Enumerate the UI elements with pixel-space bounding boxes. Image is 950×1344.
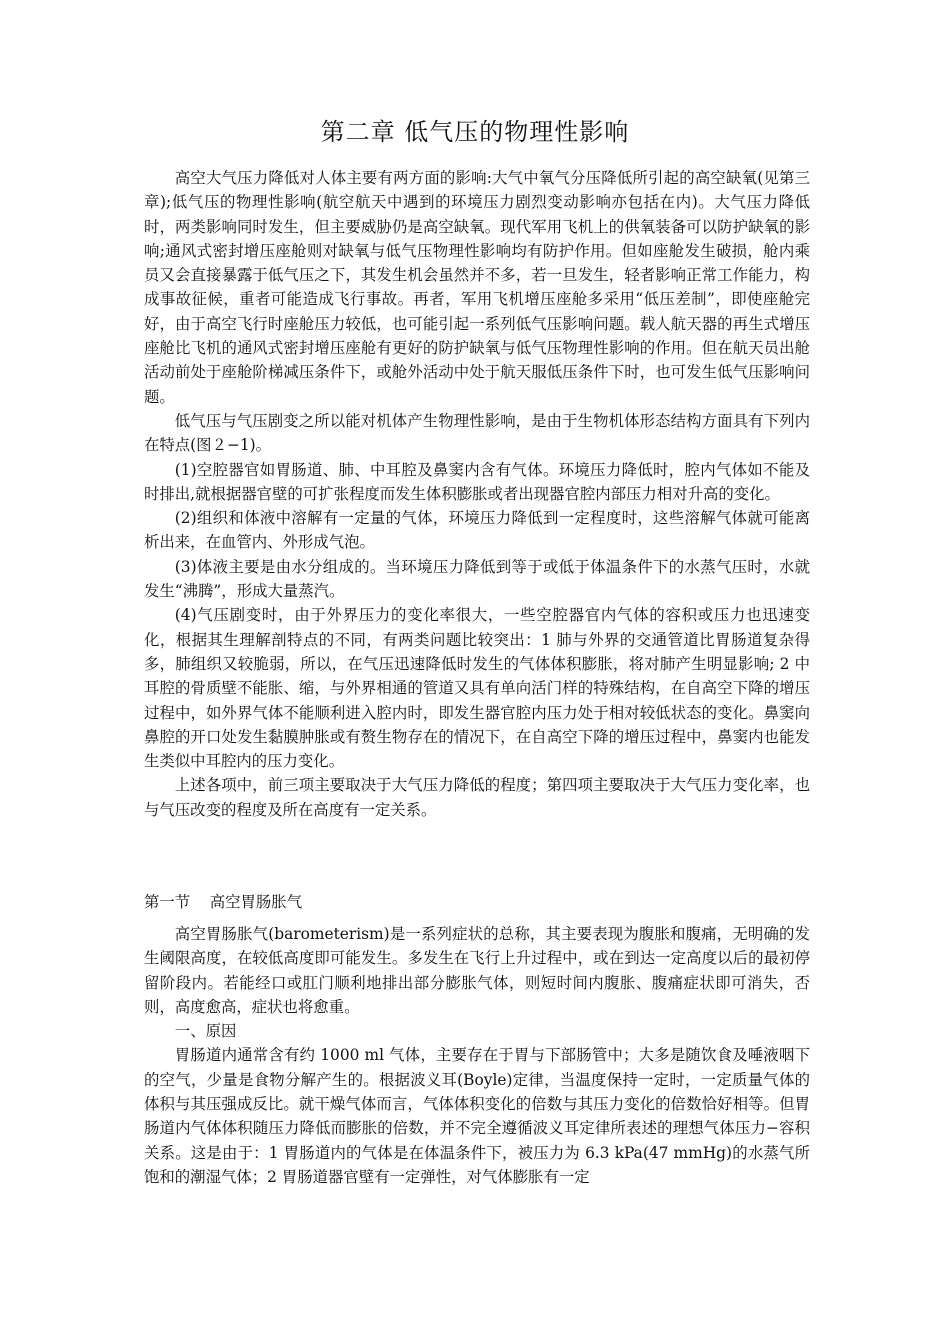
paragraph: (1)空腔器官如胃肠道、肺、中耳腔及鼻窦内含有气体。环境压力降低时，腔内气体如不能及时排出,就根据器官壁的可扩张程度而发生体积膨胀或者出现器官腔内部压力相对升高的变化。	[144, 460, 810, 503]
paragraph: 高空胃肠胀气(barometerism)是一系列症状的总称，其主要表现为腹胀和腹痛，无明确的发生阈限高度，在较低高度即可能发生。多发生在飞行上升过程中，或在到达一定高度以后的最初停留阶段内。若能经口或肛门顺利地排出部分膨胀气体，则短时间内腹胀、腹痛症状即可消失，否则，高度愈高，症状也将愈重。	[144, 925, 810, 1016]
subsection-heading: 一、原因	[174, 1022, 237, 1041]
paragraph: 高空大气压力降低对人体主要有两方面的影响:大气中氧气分压降低所引起的高空缺氧(见第三章);低气压的物理性影响(航空航天中遇到的环境压力剧烈变动影响亦包括在内)。大气压力降低时，两类影响同时发生，但主要威胁仍是高空缺氧。现代军用飞机上的供氧装备可以防护缺氧的影响;通风式密封增压座舱则对缺氧与低气压物理性影响均有防护作用。但如座舱发生破损，舱内乘员又会直接暴露于低气压之下，其发生机会虽然并不多，若一旦发生，轻者影响正常工作能力，构成事故征候，重者可能造成飞行事故。再者，军用飞机增压座舱多采用“低压差制”，即使座舱完好，由于高空飞行时座舱压力较低，也可能引起一系列低气压影响问题。载人航天器的再生式增压座舱比飞机的通风式密封增压座舱有更好的防护缺氧与低气压物理性影响的作用。但在航天员出舱活动前处于座舱阶梯减压条件下，或舱外活动中处于航天服低压条件下时，也可发生低气压影响问题。	[144, 169, 810, 406]
paragraph: (3)体液主要是由水分组成的。当环境压力降低到等于或低于体温条件下的水蒸气压时，水就发生“沸腾”，形成大量蒸汽。	[144, 557, 810, 601]
section-heading: 第一节 高空胃肠胀气	[144, 893, 303, 911]
paragraph: 上述各项中，前三项主要取决于大气压力降低的程度；第四项主要取决于大气压力变化率，也与气压改变的程度及所在高度有一定关系。	[144, 776, 810, 819]
paragraph: 低气压与气压剧变之所以能对机体产生物理性影响，是由于生物机体形态结构方面具有下列内在特点(图２−1)。	[144, 411, 810, 455]
section-text-block	[144, 922, 810, 1189]
intro-text-block	[144, 166, 810, 822]
chapter-title: 第二章 低气压的物理性影响	[320, 118, 630, 146]
paragraph: (2)组织和体液中溶解有一定量的气体，环境压力降低到一定程度时，这些溶解气体就可能离析出来，在血管内、外形成气泡。	[144, 509, 810, 552]
paragraph: 胃肠道内通常含有约 1000 ml 气体，主要存在于胃与下部肠管中；大多是随饮食及唾液咽下的空气，少量是食物分解产生的。根据波义耳(Boyle)定律，当温度保持一定时，一定质量气体的体积与其压强成反比。就干燥气体而言，气体体积变化的倍数与其压力变化的倍数恰好相等。但胃肠道内气体体积随压力降低而膨胀的倍数，并不完全遵循波义耳定律所表述的理想气体压力−容积关系。这是由于：1 胃肠道内的气体是在体温条件下，被压力为 6.3 kPa(47 mmHg)的水蒸气所饱和的潮湿气体；2 胃肠道器官壁有一定弹性，对气体膨胀有一定	[144, 1046, 810, 1186]
paragraph: (4)气压剧变时，由于外界压力的变化率很大，一些空腔器官内气体的容积或压力也迅速变化，根据其生理解剖特点的不同，有两类问题比较突出：1 肺与外界的交通管道比胃肠道复杂得多，肺组织又较脆弱，所以，在气压迅速降低时发生的气体体积膨胀，将对肺产生明显影响; 2 中耳腔的骨质壁不能胀、缩，与外界相通的管道又具有单向活门样的特殊结构，在自高空下降的增压过程中，如外界气体不能顺利进入腔内时，即发生器官腔内压力处于相对较低状态的变化。鼻窦向鼻腔的开口处发生黏膜肿胀或有赘生物存在的情况下，在自高空下降的增压过程中，鼻窦内也能发生类似中耳腔内的压力变化。	[144, 606, 810, 771]
